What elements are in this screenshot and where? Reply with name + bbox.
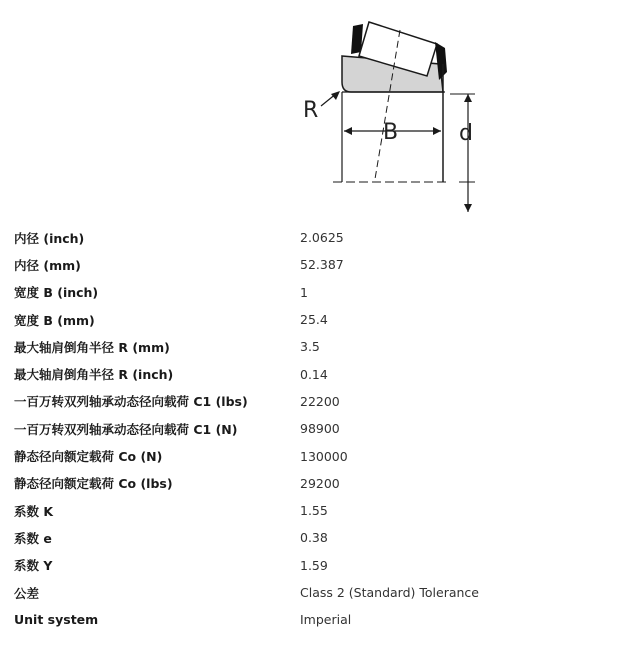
spec-table xyxy=(14,224,614,633)
spec-value: 0.38 xyxy=(300,530,328,546)
spec-label: Unit system xyxy=(14,612,99,628)
bearing-cross-section-drawing xyxy=(295,14,495,219)
spec-value: 2.0625 xyxy=(300,230,344,246)
spec-value: 1.55 xyxy=(300,503,328,519)
spec-row-width-inch xyxy=(14,279,614,306)
spec-label: 系数 e xyxy=(14,530,52,546)
spec-row-dynamic-load-lbs xyxy=(14,388,614,415)
radius-arrow-head xyxy=(331,91,340,100)
bore-arrow-top xyxy=(464,94,472,102)
spec-row-fillet-radius-inch xyxy=(14,360,614,387)
spec-row-bore-inch xyxy=(14,224,614,251)
bearing-diagram xyxy=(295,14,495,219)
spec-value: 25.4 xyxy=(300,312,328,328)
spec-value: 29200 xyxy=(300,475,340,491)
spec-row-factor-k xyxy=(14,497,614,524)
spec-row-factor-e xyxy=(14,524,614,551)
spec-label: 一百万转双列轴承动态径向载荷 C1 (lbs) xyxy=(14,394,248,410)
spec-label: 最大轴肩倒角半径 R (mm) xyxy=(14,339,170,355)
spec-label: 最大轴肩倒角半径 R (inch) xyxy=(14,367,174,383)
spec-label: 宽度 B (inch) xyxy=(14,285,99,301)
width-arrow-right xyxy=(433,127,441,135)
spec-value: 52.387 xyxy=(300,257,344,273)
spec-label: 内径 (mm) xyxy=(14,257,81,273)
spec-row-width-mm xyxy=(14,306,614,333)
spec-row-tolerance xyxy=(14,579,614,606)
spec-value: 1.59 xyxy=(300,557,328,573)
spec-value: 22200 xyxy=(300,393,340,409)
spec-label: 宽度 B (mm) xyxy=(14,312,95,328)
spec-value: 130000 xyxy=(300,448,348,464)
spec-value: 98900 xyxy=(300,421,340,437)
radius-label: R xyxy=(303,98,319,123)
bore-label: d xyxy=(459,121,473,146)
spec-label: 公差 xyxy=(14,585,40,601)
spec-row-static-load-n xyxy=(14,442,614,469)
spec-value: Imperial xyxy=(300,612,352,628)
spec-row-unit-system xyxy=(14,606,614,633)
spec-row-bore-mm xyxy=(14,251,614,278)
spec-row-factor-y xyxy=(14,552,614,579)
spec-value: 0.14 xyxy=(300,366,328,382)
width-label: B xyxy=(383,120,399,145)
bore-arrow-bottom xyxy=(464,204,472,212)
spec-value: Class 2 (Standard) Tolerance xyxy=(300,585,479,600)
width-arrow-left xyxy=(344,127,352,135)
spec-label: 一百万转双列轴承动态径向载荷 C1 (N) xyxy=(14,421,238,437)
spec-label: 系数 Y xyxy=(14,558,53,574)
spec-row-dynamic-load-n xyxy=(14,415,614,442)
spec-label: 内径 (inch) xyxy=(14,230,85,246)
spec-value: 1 xyxy=(300,284,308,300)
spec-label: 静态径向额定载荷 Co (N) xyxy=(14,449,163,465)
spec-row-fillet-radius-mm xyxy=(14,333,614,360)
spec-label: 系数 K xyxy=(14,503,54,519)
spec-label: 静态径向额定载荷 Co (lbs) xyxy=(14,476,173,492)
spec-row-static-load-lbs xyxy=(14,470,614,497)
spec-value: 3.5 xyxy=(300,339,320,355)
